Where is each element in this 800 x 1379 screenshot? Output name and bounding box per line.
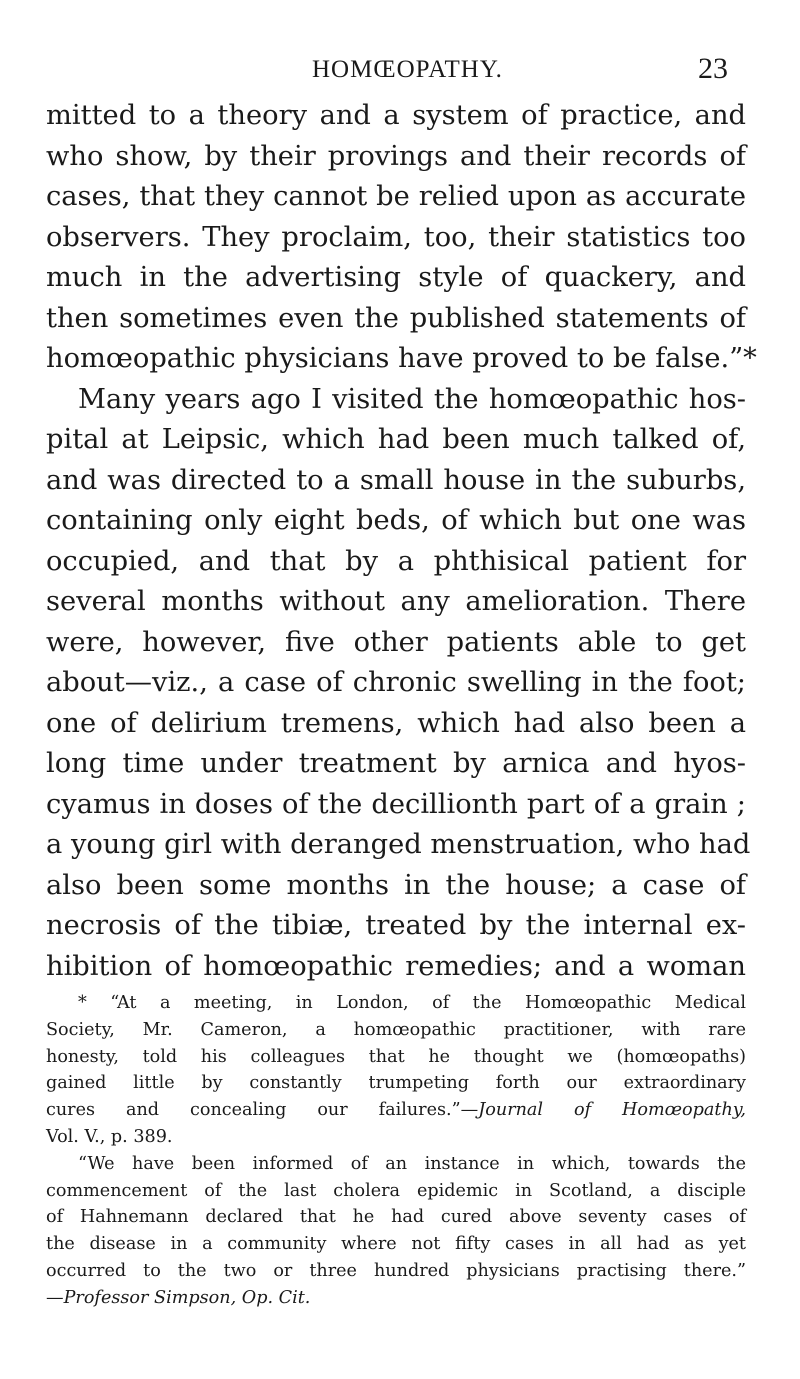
text-line: about—viz., a case of chronic swelling in the foot; — [46, 667, 746, 698]
text-line: then sometimes even the published statements of — [46, 302, 746, 334]
footnote-line — [46, 1097, 746, 1124]
footnote-line: Vol. V., p. 389. — [46, 1126, 173, 1147]
page-number: 23 — [698, 52, 728, 85]
text-line: mitted to a theory and a system of practice, and — [46, 100, 746, 131]
footnote-line: of Hahnemann declared that he had cured above seventy cases of — [46, 1207, 746, 1228]
body-text — [46, 96, 757, 987]
text-line: cases, that they cannot be relied upon as accurate — [46, 181, 746, 212]
footnote-line: commencement of the last cholera epidemic in Scotland, a disciple — [46, 1180, 746, 1201]
text-line: were, however, five other patients able to get — [46, 626, 746, 658]
footnote-dash: — — [46, 1287, 64, 1308]
footnote-line: the disease in a community where not fifty cases in all had as yet — [46, 1234, 746, 1255]
footnote-line: “We have been informed of an instance in which, towards the — [78, 1153, 746, 1174]
running-title: HOMŒOPATHY. — [312, 56, 503, 83]
text-line: homœopathic physicians have proved to be false.”* — [46, 343, 757, 374]
text-line: necrosis of the tibiæ, treated by the internal ex- — [46, 910, 746, 941]
text-line: cyamus in doses of the decillionth part of a grain ; — [46, 788, 746, 820]
running-header — [0, 52, 800, 96]
footnote-line: * “At a meeting, in London, of the Homœopathic Medical — [78, 993, 746, 1013]
author-citation: Professor Simpson, Op. Cit. — [63, 1287, 311, 1308]
footnotes — [46, 990, 746, 1312]
text-line: hibition of homœopathic remedies; and a woman — [46, 950, 746, 982]
footnote-line: gained little by constantly trumpeting forth our extraordinary — [46, 1073, 746, 1094]
footnote-line: occurred to the two or three hundred physicians practising there.” — [46, 1260, 746, 1281]
text-line: occupied, and that by a phthisical patient for — [46, 545, 746, 577]
footnote-line — [46, 1285, 746, 1312]
text-line: also been some months in the house; a case of — [46, 869, 746, 901]
text-line: and was directed to a small house in the suburbs, — [46, 464, 746, 496]
text-line: one of delirium tremens, which had also been a — [46, 707, 746, 739]
footnote-line: Society, Mr. Cameron, a homœopathic practitioner, with rare — [46, 1019, 746, 1040]
text-line: a young girl with deranged menstruation, who had — [46, 829, 751, 860]
text-line: Many years ago I visited the homœopathic hos- — [78, 383, 746, 415]
journal-citation: Journal of Homœopathy, — [478, 1100, 746, 1121]
text-line: observers. They proclaim, too, their statistics too — [46, 221, 746, 253]
text-line: pital at Leipsic, which had been much talked of, — [46, 424, 746, 455]
text-line: several months without any amelioration. There — [46, 586, 746, 617]
footnote-line: honesty, told his colleagues that he thought we (homœopaths) — [46, 1046, 746, 1067]
text-line: much in the advertising style of quackery, and — [46, 262, 746, 293]
text-line: long time under treatment by arnica and hyos- — [46, 748, 746, 779]
text-line: containing only eight beds, of which but one was — [46, 505, 746, 536]
footnote-text: cures and concealing our failures.”— — [46, 1100, 479, 1121]
text-line: who show, by their provings and their records of — [46, 140, 746, 172]
